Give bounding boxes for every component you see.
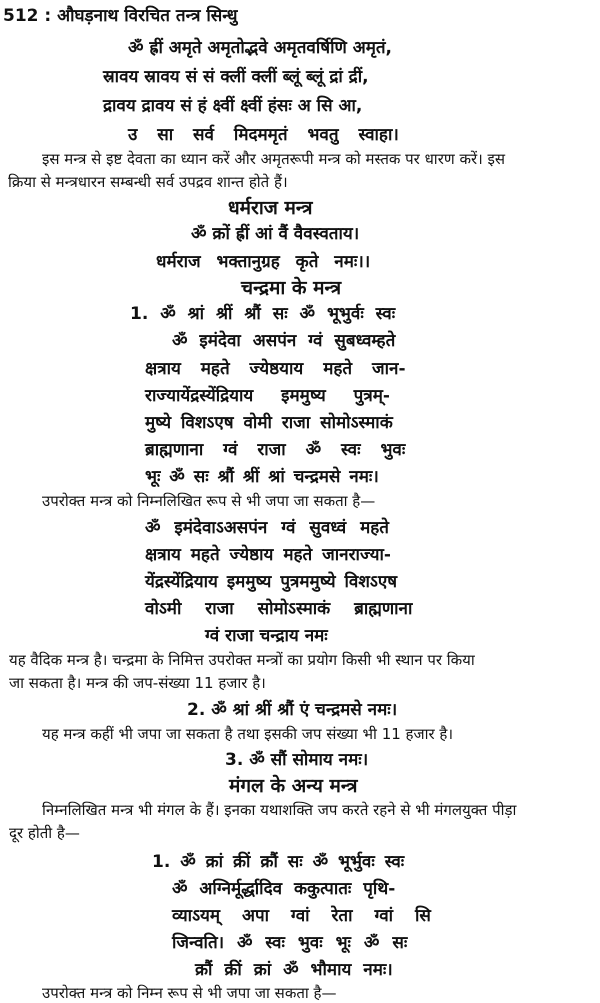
mangal1-line-4: जिन्वति। ॐ स्वः भुवः भूः ॐ सः <box>172 933 408 953</box>
chandra1-line-4: राज्यायेंद्रस्येंद्रियाय इममुष्य पुत्रम्- <box>145 386 390 406</box>
chandra1-line-5: मुष्ये विशऽएष वोमी राजा सोमोऽस्माकं <box>145 413 393 433</box>
chandra1-line-2: ॐ इमंदेवा असपंन ग्वं सुबध्वम्हते <box>172 331 396 351</box>
para4: यह मन्त्र कहीं भी जपा जा सकता है तथा इसकी जप संख्या भी 11 हजार है। <box>42 725 454 743</box>
para1-line-1: इस मन्त्र से इष्ट देवता का ध्यान करें और अमृतरूपी मन्त्र को मस्तक पर धारण करें। इस <box>42 150 506 168</box>
mantra1-line-4: उ सा सर्व मिदममृतं भवतु स्वाहा। <box>128 125 399 145</box>
chandra1-line-6: ब्राह्मणाना ग्वं राजा ॐ स्वः भुवः <box>145 440 406 460</box>
chandra1-line-1: 1. ॐ श्रां श्रीं श्रौं सः ॐ भूभुर्वः स्वः <box>130 304 396 324</box>
chandra1-alt-line-5: ग्वं राजा चन्द्राय नमः <box>205 626 328 646</box>
para5-line-2: दूर होती है— <box>9 824 80 842</box>
para5-line-1: निम्नलिखित मन्त्र भी मंगल के हैं। इनका यथाशक्ति जप करते रहने से भी मंगलयुक्त पीड़ा <box>42 801 517 819</box>
chandra1-alt-line-4: वोऽमी राजा सोमोऽस्माकं ब्राह्मणाना <box>145 599 413 619</box>
mantra1-line-3: द्रावय द्रावय सं हं क्ष्वीं क्ष्वीं हंसः अ सि आ, <box>103 96 363 116</box>
mangal1-line-3: व्याऽयम् अपा ग्वां रेता ग्वां सि <box>172 906 431 926</box>
heading-chandrama: चन्द्रमा के मन्त्र <box>241 277 342 299</box>
mangal1-line-2: ॐ अग्निर्मूर्द्धादिव ककुत्पातः पृथि- <box>172 879 396 899</box>
chandra1-alt-line-2: क्षत्राय महते ज्येष्ठाय महते जानराज्या- <box>145 545 391 565</box>
para2: उपरोक्त मन्त्र को निम्नलिखित रूप से भी जपा जा सकता है— <box>42 492 376 510</box>
para6: उपरोक्त मन्त्र को निम्न रूप से भी जपा जा सकता है— <box>42 984 337 1002</box>
dharmaraj-line-1: ॐ क्रों ह्रीं आं वैं वैवस्वताय। <box>191 224 360 244</box>
mangal1-line-1: 1. ॐ क्रां क्रीं क्रौं सः ॐ भूर्भुवः स्वः <box>152 852 405 872</box>
heading-dharmaraj: धर्मराज मन्त्र <box>228 197 313 219</box>
para3-line-2: जा सकता है। मन्त्र की जप-संख्या 11 हजार है। <box>9 674 266 692</box>
chandra3: 3. ॐ सौं सोमाय नमः। <box>225 750 369 770</box>
chandra1-line-3: क्षत्राय महते ज्येष्ठयाय महते जान- <box>145 359 406 379</box>
page-header: 512 : औघड़नाथ विरचित तन्त्र सिन्धु <box>3 6 238 26</box>
chandra2: 2. ॐ श्रां श्रीं श्रौं एं चन्द्रमसे नमः। <box>187 700 398 720</box>
chandra1-alt-line-3: येंद्रस्येंद्रियाय इममुष्य पुत्रममुष्ये विशऽएष <box>145 572 398 592</box>
mangal1-line-5: क्रौं क्रीं क्रां ॐ भौमाय नमः। <box>195 960 393 980</box>
mantra1-line-2: स्रावय स्रावय सं सं क्लीं क्लीं ब्लूं ब्लूं द्रां द्रीं, <box>103 67 369 87</box>
para3-line-1: यह वैदिक मन्त्र है। चन्द्रमा के निमित्त उपरोक्त मन्त्रों का प्रयोग किसी भी स्थान पर किया <box>9 651 475 669</box>
mantra1-line-1: ॐ ह्रीं अमृते अमृतोद्भवे अमृतवर्षिणि अमृतं, <box>128 38 393 58</box>
dharmaraj-line-2: धर्मराज भक्तानुग्रह कृते नमः।। <box>156 252 371 272</box>
para1-line-2: क्रिया से मन्त्रधारन सम्बन्धी सर्व उपद्रव शान्त होते हैं। <box>8 173 288 191</box>
heading-mangal: मंगल के अन्य मन्त्र <box>229 775 358 797</box>
chandra1-alt-line-1: ॐ इमंदेवाऽअसपंन ग्वं सुवध्वं महते <box>145 518 389 538</box>
chandra1-line-7: भूः ॐ सः श्रौं श्रीं श्रां चन्द्रमसे नमः। <box>145 467 379 487</box>
